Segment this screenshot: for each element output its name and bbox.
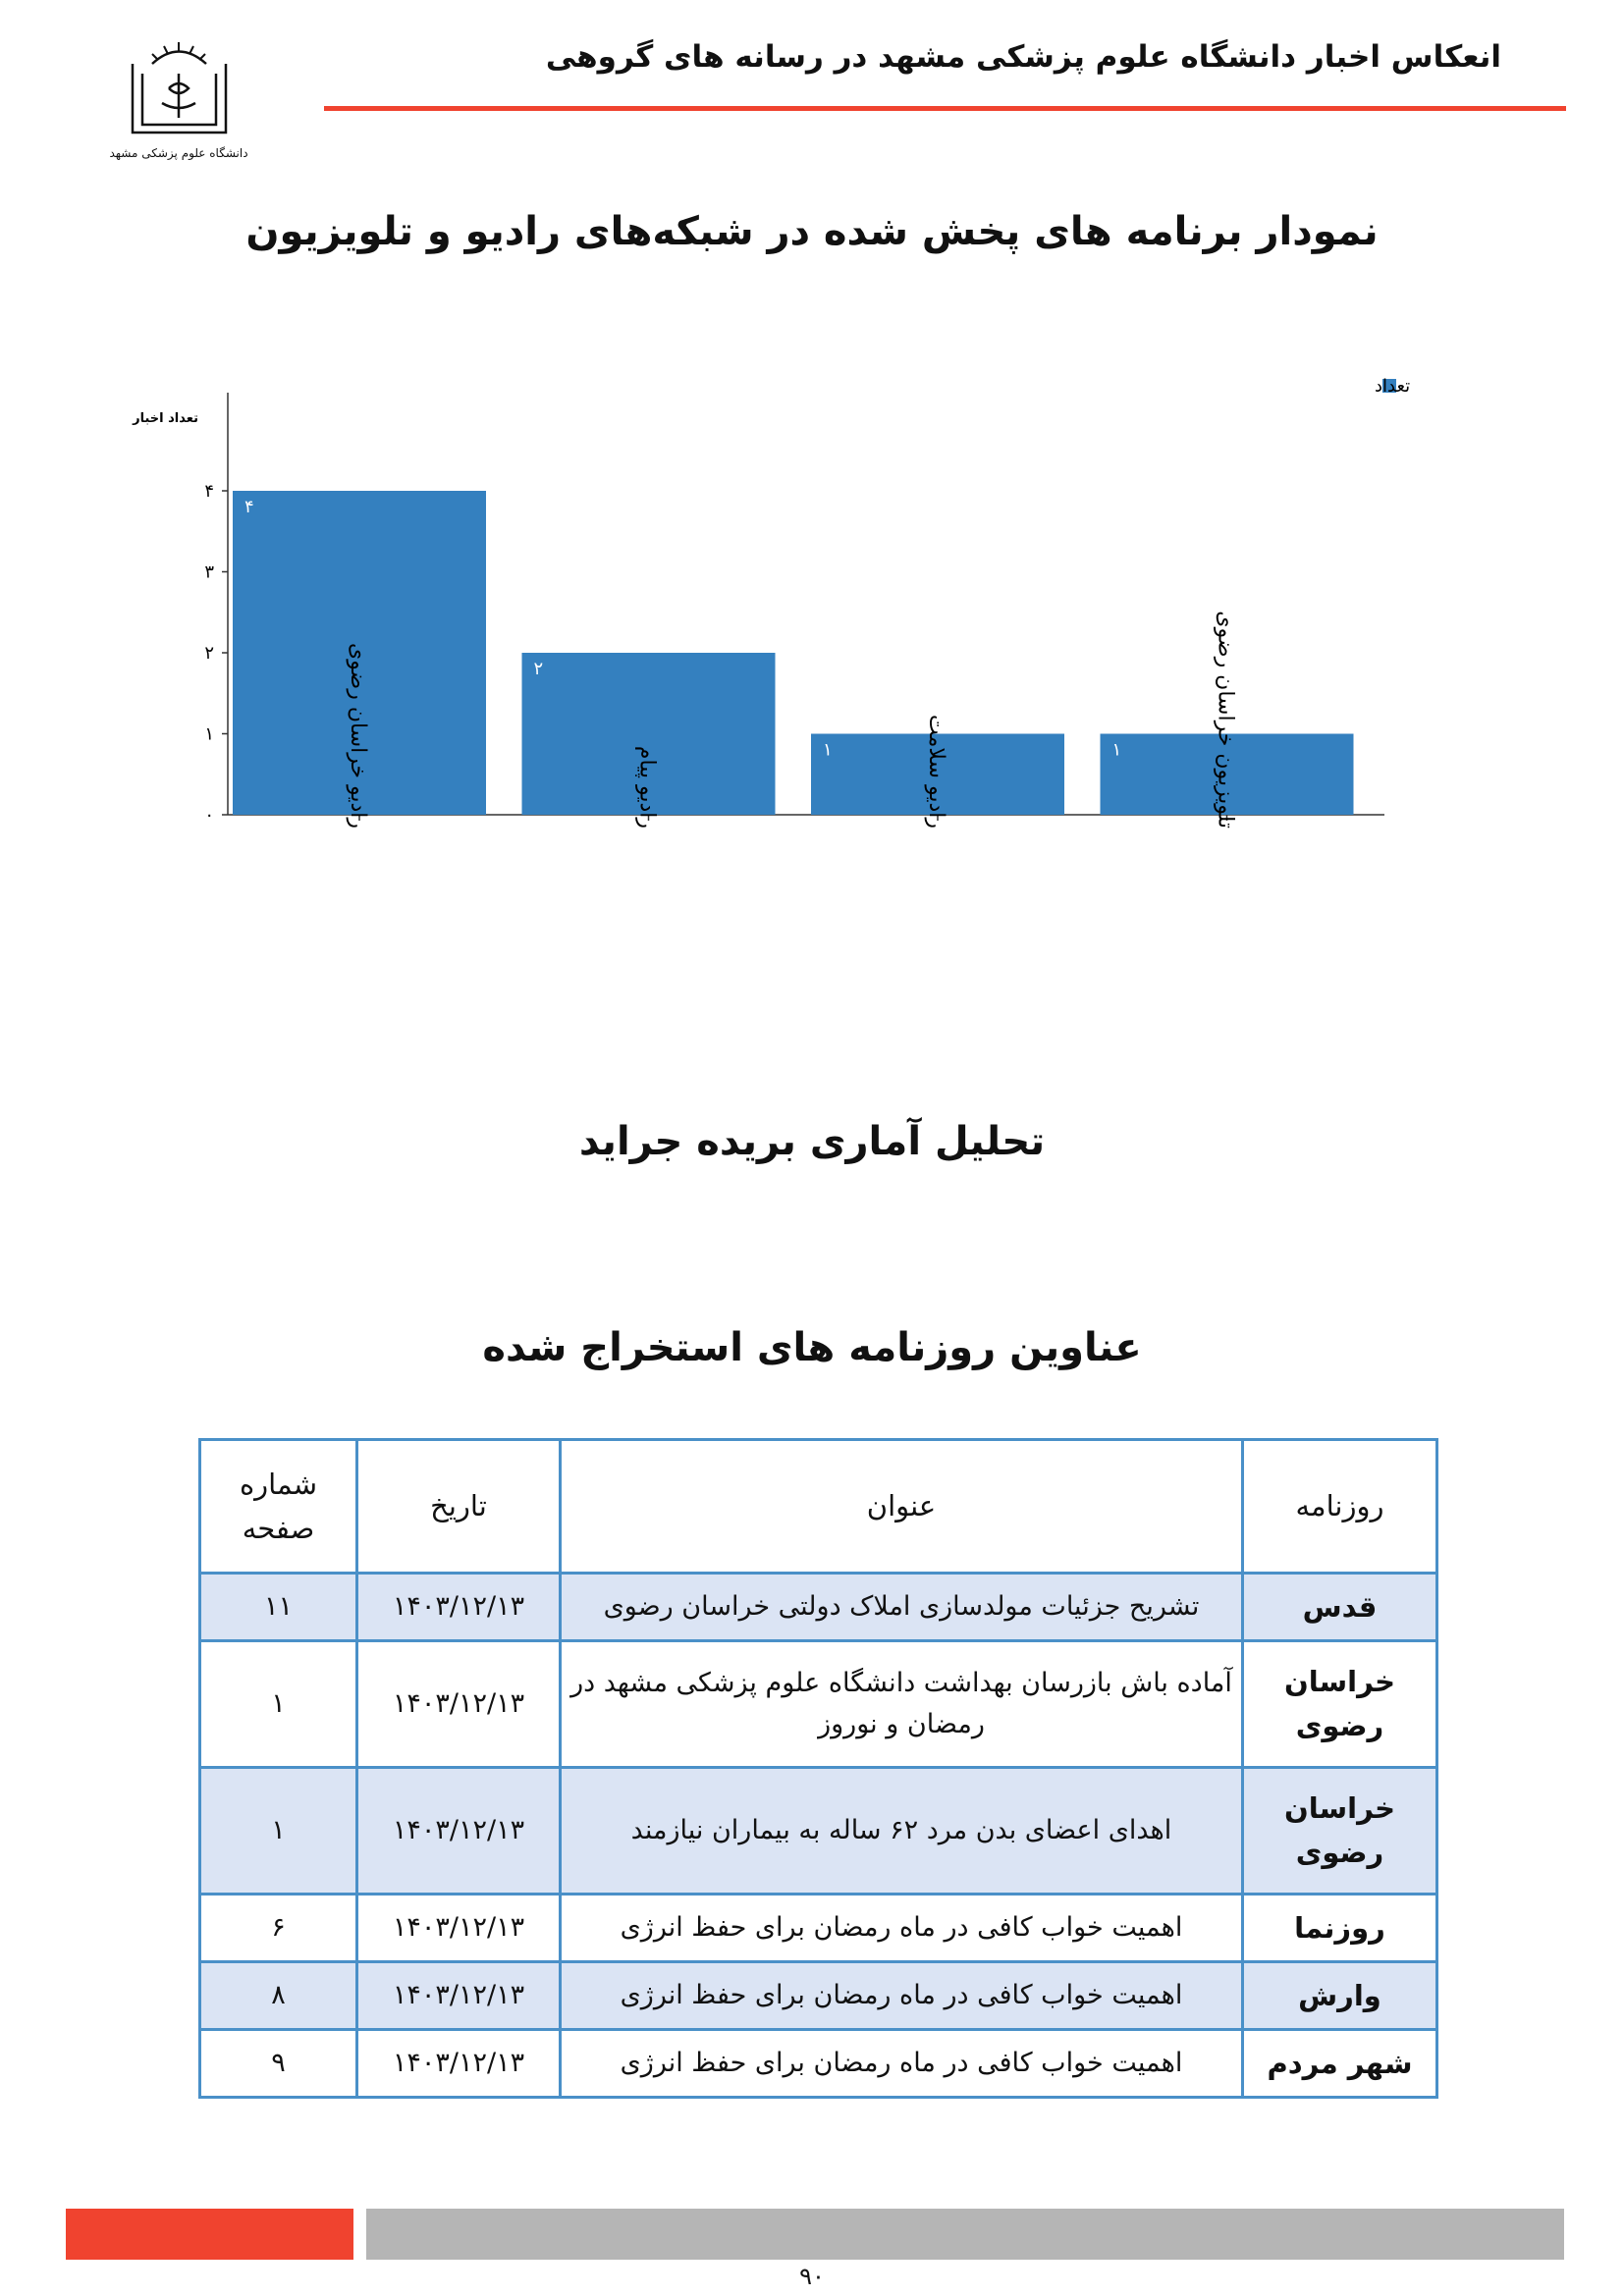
x-tick-label: تلویزیون خراسان رضوی bbox=[1213, 611, 1238, 828]
table-row bbox=[200, 1574, 1437, 1641]
date-cell: ۱۴۰۳/۱۲/۱۳ bbox=[357, 1768, 561, 1895]
table-row bbox=[200, 1641, 1437, 1768]
page-cell: ۹ bbox=[200, 2030, 357, 2098]
headline-cell: اهدای اعضای بدن مرد ۶۲ ساله به بیماران نیازمند bbox=[561, 1768, 1243, 1895]
header-paper: روزنامه bbox=[1243, 1440, 1437, 1574]
bar-chart bbox=[133, 353, 1424, 1070]
bar-value-label: ۱ bbox=[1111, 739, 1122, 761]
table-row bbox=[200, 1962, 1437, 2030]
date-cell: ۱۴۰۳/۱۲/۱۳ bbox=[357, 2030, 561, 2098]
university-logo bbox=[109, 34, 248, 167]
x-tick-label: رادیو خراسان رضوی bbox=[346, 642, 370, 828]
footer-red-bar bbox=[66, 2209, 353, 2260]
page-cell: ۱ bbox=[200, 1768, 357, 1895]
page-cell: ۱ bbox=[200, 1641, 357, 1768]
headline-cell: آماده باش بازرسان بهداشت دانشگاه علوم پزشکی مشهد در رمضان و نوروز bbox=[561, 1641, 1243, 1768]
header-title: انعکاس اخبار دانشگاه علوم پزشکی مشهد در رسانه های گروهی bbox=[545, 39, 1501, 75]
chart-title: نمودار برنامه های پخش شده در شبکه‌های رادیو و تلویزیون bbox=[245, 209, 1379, 254]
paper-cell: خراسان رضوی bbox=[1243, 1768, 1437, 1895]
header-page: شماره صفحه bbox=[200, 1440, 357, 1574]
legend-label: تعداد bbox=[1375, 376, 1411, 397]
header-date: تاریخ bbox=[357, 1440, 561, 1574]
date-cell: ۱۴۰۳/۱۲/۱۳ bbox=[357, 1962, 561, 2030]
page-number: ۹۰ bbox=[799, 2263, 825, 2290]
paper-cell: قدس bbox=[1243, 1574, 1437, 1641]
headline-cell: اهمیت خواب کافی در ماه رمضان برای حفظ انرژی bbox=[561, 1962, 1243, 2030]
table-header-row bbox=[200, 1440, 1437, 1574]
paper-cell: خراسان رضوی bbox=[1243, 1641, 1437, 1768]
table-row bbox=[200, 1895, 1437, 1962]
y-tick-label: ۱ bbox=[204, 723, 214, 745]
headline-cell: تشریح جزئیات مولدسازی املاک دولتی خراسان رضوی bbox=[561, 1574, 1243, 1641]
header-divider bbox=[324, 106, 1566, 111]
page-cell: ۸ bbox=[200, 1962, 357, 2030]
table-row bbox=[200, 1768, 1437, 1895]
newspaper-table bbox=[198, 1438, 1438, 2099]
bar-value-label: ۴ bbox=[244, 497, 254, 517]
bar-value-label: ۲ bbox=[533, 659, 544, 679]
headline-cell: اهمیت خواب کافی در ماه رمضان برای حفظ انرژی bbox=[561, 1895, 1243, 1962]
y-tick-label: ۰ bbox=[204, 805, 214, 826]
page-cell: ۶ bbox=[200, 1895, 357, 1962]
headline-cell: اهمیت خواب کافی در ماه رمضان برای حفظ انرژی bbox=[561, 2030, 1243, 2098]
date-cell: ۱۴۰۳/۱۲/۱۳ bbox=[357, 1641, 561, 1768]
x-tick-label: رادیو پیام bbox=[634, 745, 660, 828]
footer-gray-bar bbox=[366, 2209, 1564, 2260]
analysis-title: تحلیل آماری بریده جراید bbox=[578, 1119, 1046, 1164]
paper-cell: روزنما bbox=[1243, 1895, 1437, 1962]
logo-caption: دانشگاه علوم پزشکی مشهد bbox=[109, 146, 248, 160]
y-tick-label: ۳ bbox=[204, 561, 214, 583]
bar-value-label: ۱ bbox=[823, 739, 833, 761]
table-row bbox=[200, 2030, 1437, 2098]
table-title: عناوین روزنامه های استخراج شده bbox=[482, 1325, 1142, 1370]
header-headline: عنوان bbox=[561, 1440, 1243, 1574]
y-tick-label: ۲ bbox=[204, 643, 214, 664]
date-cell: ۱۴۰۳/۱۲/۱۳ bbox=[357, 1895, 561, 1962]
paper-cell: شهر مردم bbox=[1243, 2030, 1437, 2098]
date-cell: ۱۴۰۳/۱۲/۱۳ bbox=[357, 1574, 561, 1641]
x-tick-label: رادیو سلامت bbox=[924, 715, 948, 828]
y-axis-label: تعداد اخبار bbox=[133, 411, 198, 426]
y-tick-label: ۴ bbox=[204, 481, 214, 502]
page-cell: ۱۱ bbox=[200, 1574, 357, 1641]
paper-cell: وارش bbox=[1243, 1962, 1437, 2030]
